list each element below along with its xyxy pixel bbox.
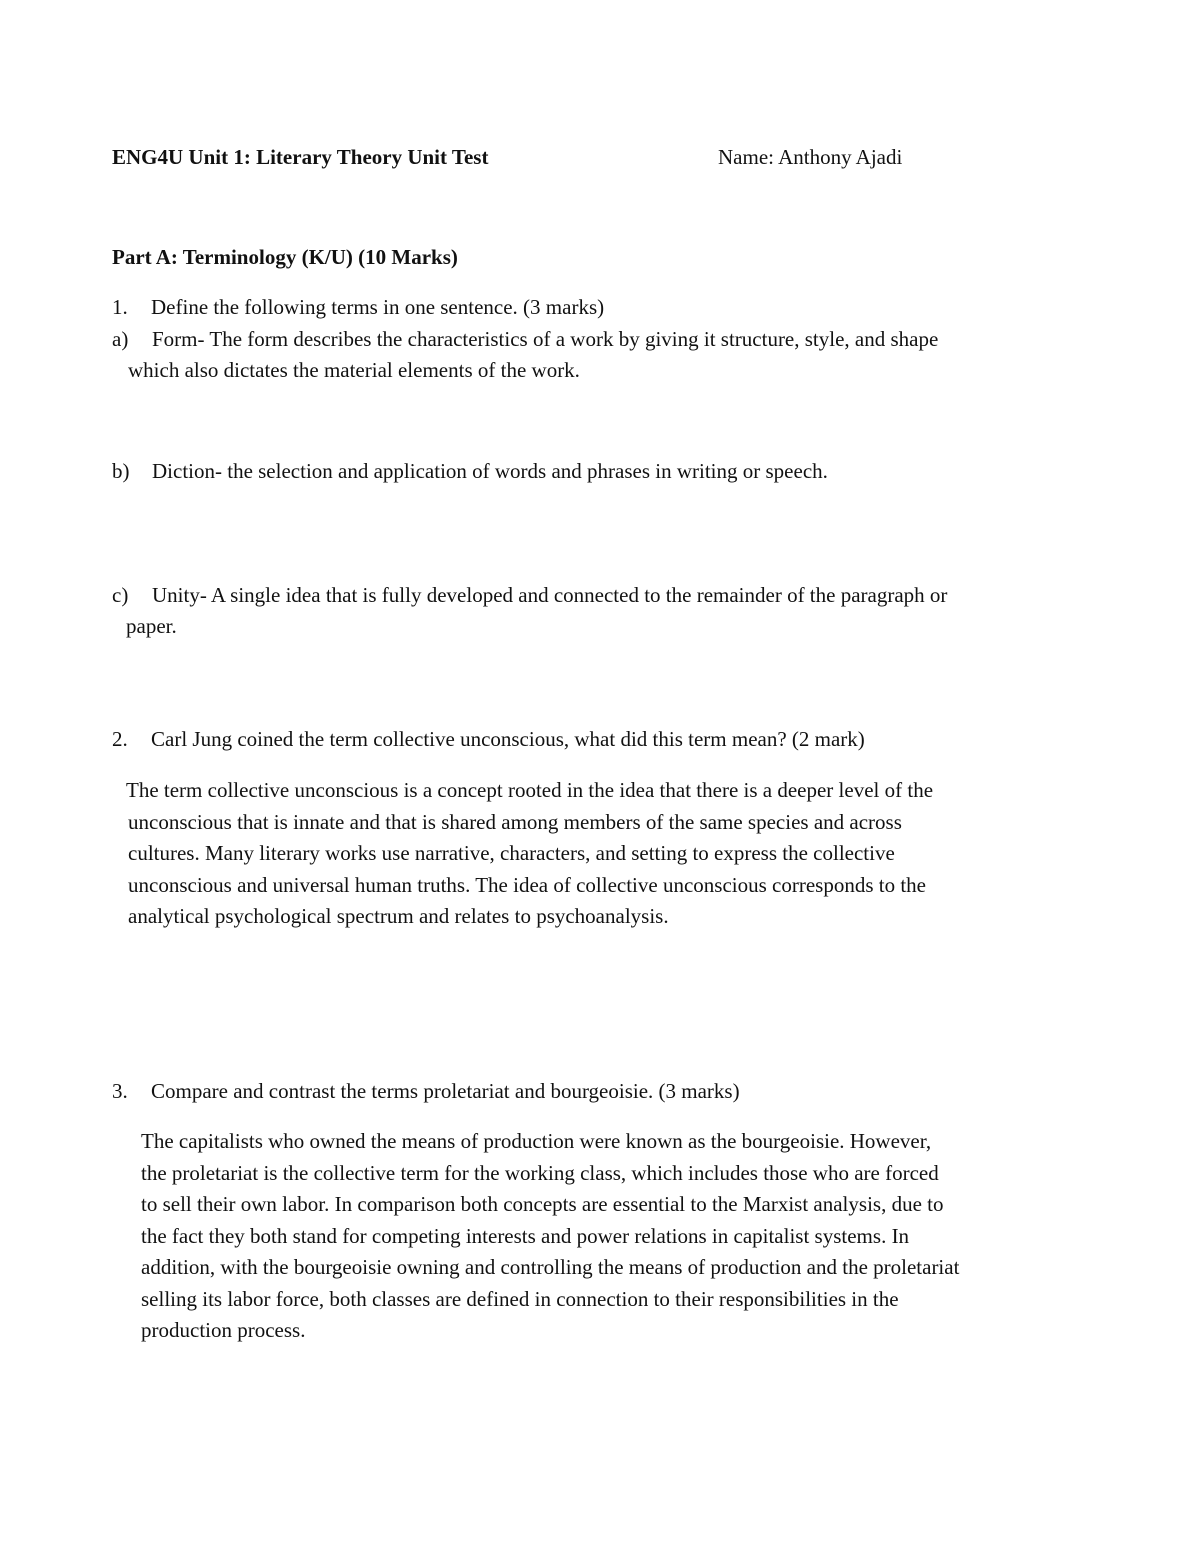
answer-line: unconscious and universal human truths. The idea of collective unconscious corresponds to the	[128, 872, 926, 897]
term-diction-definition: Diction- the selection and application of words and phrases in writing or speech.	[152, 459, 828, 483]
answer-line: cultures. Many literary works use narrative, characters, and setting to express the collective	[128, 841, 895, 865]
part-a-heading: Part A: Terminology (K/U) (10 Marks)	[112, 245, 458, 269]
question-2-answer	[126, 775, 933, 933]
question-3	[112, 1076, 1112, 1107]
term-unity-label: c)	[112, 583, 129, 607]
question-2-prompt: Carl Jung coined the term collective unconscious, what did this term mean? (2 mark)	[151, 727, 865, 751]
term-unity	[112, 580, 1112, 642]
answer-line: addition, with the bourgeoisie owning and controlling the means of production and the proletariat	[141, 1255, 960, 1279]
question-3-answer	[141, 1126, 959, 1347]
answer-line: analytical psychological spectrum and relates to psychoanalysis.	[128, 904, 669, 928]
question-2	[112, 724, 1112, 755]
term-diction-label: b)	[112, 459, 130, 483]
student-name: Name: Anthony Ajadi	[718, 145, 903, 169]
question-3-number: 3.	[112, 1079, 128, 1103]
term-form	[112, 324, 1112, 386]
question-1-number: 1.	[112, 295, 128, 319]
question-2-number: 2.	[112, 727, 128, 751]
test-title: ENG4U Unit 1: Literary Theory Unit Test	[112, 145, 489, 169]
answer-line: unconscious that is innate and that is shared among members of the same species and across	[128, 809, 902, 834]
answer-line: to sell their own labor. In comparison both concepts are essential to the Marxist analysis, due to	[141, 1192, 944, 1216]
term-diction	[112, 456, 1112, 487]
term-form-label: a)	[112, 327, 129, 351]
answer-line: The term collective unconscious is a concept rooted in the idea that there is a deeper level of the	[126, 778, 934, 802]
question-1-prompt: Define the following terms in one sentence. (3 marks)	[151, 295, 605, 319]
answer-line: the proletariat is the collective term for the working class, which includes those who are forced	[141, 1160, 939, 1185]
answer-line: production process.	[141, 1318, 306, 1342]
question-3-prompt: Compare and contrast the terms proletariat and bourgeoisie. (3 marks)	[151, 1079, 740, 1103]
answer-line: The capitalists who owned the means of production were known as the bourgeoisie. However,	[141, 1129, 932, 1153]
term-form-definition-line-1: Form- The form describes the characteristics of a work by giving it structure, style, and shape	[152, 327, 939, 351]
answer-line: the fact they both stand for competing interests and power relations in capitalist systems. In	[141, 1223, 910, 1248]
answer-line: selling its labor force, both classes are defined in connection to their responsibilities in the	[141, 1286, 899, 1311]
term-unity-definition-line-1: Unity- A single idea that is fully developed and connected to the remainder of the paragraph or	[152, 583, 948, 607]
term-form-definition-line-2: which also dictates the material elements of the work.	[128, 358, 580, 382]
question-1	[112, 292, 1112, 323]
term-unity-definition-line-2: paper.	[126, 614, 177, 638]
